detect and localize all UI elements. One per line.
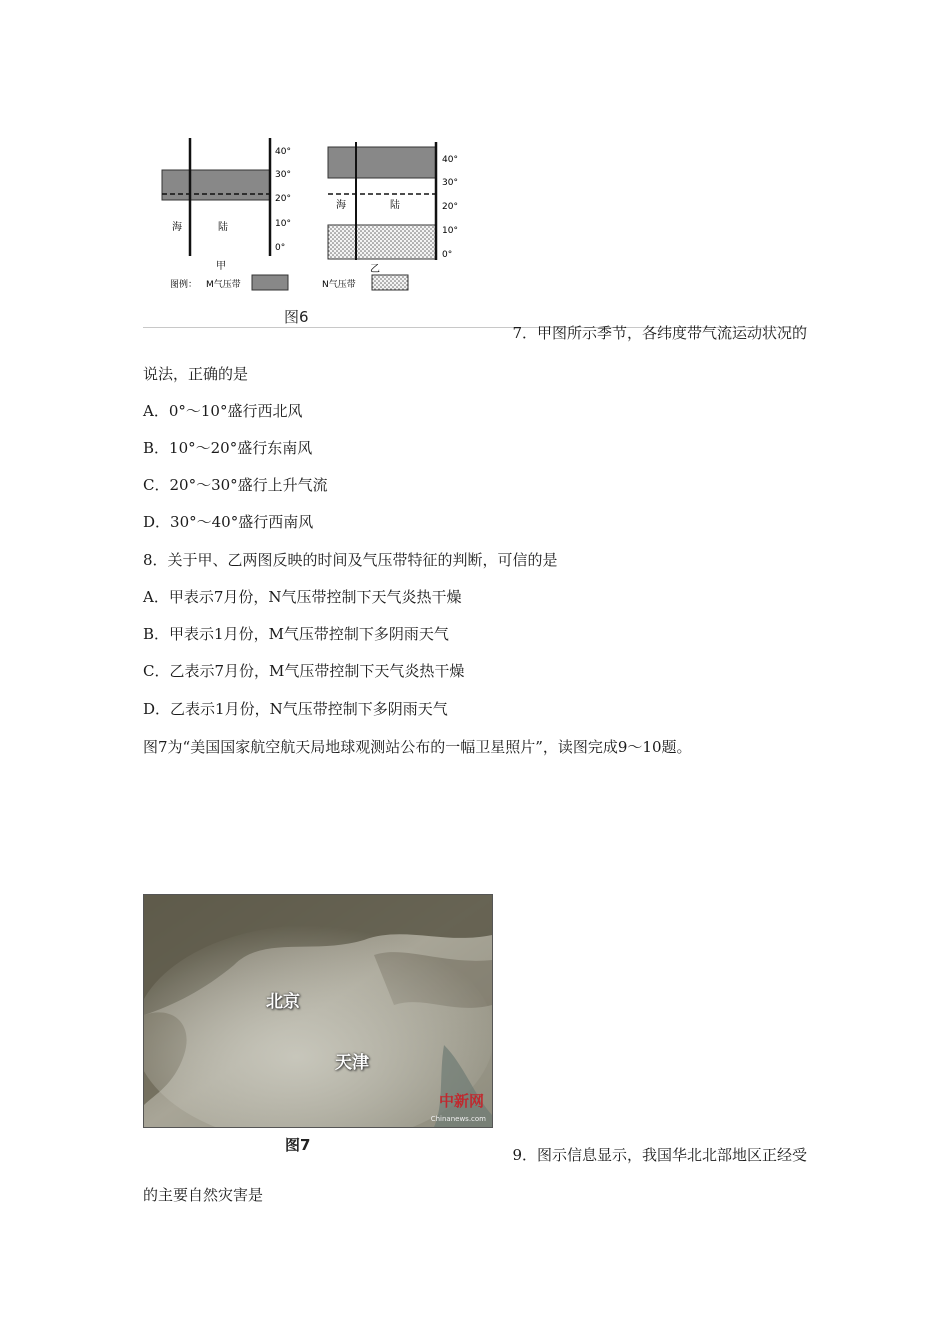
chinanews-logo: 中新网 — [438, 1092, 484, 1110]
question-7-option-b: B．10°～20°盛行东南风 — [143, 439, 313, 457]
lat-10-yi: 10° — [442, 226, 458, 236]
lat-30-jia: 30° — [275, 170, 291, 180]
chinanews-logo-sub: Chinanews.com — [430, 1115, 486, 1123]
legend-n-swatch — [372, 275, 408, 290]
question-8-option-c: C．乙表示7月份，M气压带控制下天气炎热干燥 — [143, 662, 465, 680]
legend-n-label: N气压带 — [322, 280, 356, 290]
diagram-yi — [328, 142, 458, 275]
figure-6-caption: 图6 — [284, 308, 309, 326]
sea-label-jia: 海 — [172, 222, 182, 233]
question-9-stem-line1: 9．图示信息显示，我国华北北部地区正经受 — [512, 1146, 807, 1164]
lat-10-jia: 10° — [275, 219, 291, 229]
question-8-option-b: B．甲表示1月份，M气压带控制下多阴雨天气 — [143, 625, 449, 643]
question-9-stem-line2: 的主要自然灾害是 — [143, 1186, 264, 1204]
legend-prefix: 图例： — [170, 280, 198, 290]
diagram-jia — [162, 138, 291, 272]
satellite-photo — [143, 894, 493, 1128]
m-pressure-belt-yi — [328, 147, 436, 178]
figure-7-intro: 图7为“美国国家航空航天局地球观测站公布的一幅卫星照片”，读图完成9～10题。 — [143, 738, 692, 756]
question-7-stem-line2: 说法，正确的是 — [143, 365, 249, 383]
m-pressure-belt-jia — [162, 170, 270, 200]
question-7-stem-line1: 7．甲图所示季节，各纬度带气流运动状况的 — [512, 324, 807, 342]
lat-40-jia: 40° — [275, 147, 291, 157]
lat-0-yi: 0° — [442, 250, 453, 260]
question-8-stem: 8．关于甲、乙两图反映的时间及气压带特征的判断，可信的是 — [143, 551, 558, 569]
question-8-option-d: D．乙表示1月份，N气压带控制下多阴雨天气 — [143, 700, 448, 718]
legend-m-swatch — [252, 275, 288, 290]
lat-0-jia: 0° — [275, 243, 286, 253]
figure-7-caption: 图7 — [285, 1136, 311, 1154]
figure-6-legend — [170, 275, 408, 290]
sea-label-yi: 海 — [336, 200, 346, 211]
question-8-option-a: A．甲表示7月份，N气压带控制下天气炎热干燥 — [143, 588, 462, 606]
legend-m-label: M气压带 — [206, 280, 241, 290]
land-label-jia: 陆 — [218, 222, 228, 233]
figure-6-diagram — [150, 132, 480, 332]
question-7-option-a: A．0°～10°盛行西北风 — [143, 402, 303, 420]
diagram-yi-label: 乙 — [370, 264, 380, 275]
question-7-option-d: D．30°～40°盛行西南风 — [143, 513, 314, 531]
n-pressure-belt-yi — [328, 225, 436, 259]
land-label-yi: 陆 — [390, 200, 400, 211]
lat-20-jia: 20° — [275, 194, 291, 204]
lat-20-yi: 20° — [442, 202, 458, 212]
diagram-jia-label: 甲 — [216, 261, 226, 272]
tianjin-label: 天津 — [335, 1053, 369, 1073]
beijing-label: 北京 — [266, 992, 300, 1012]
lat-30-yi: 30° — [442, 178, 458, 188]
lat-40-yi: 40° — [442, 155, 458, 165]
question-7-option-c: C．20°～30°盛行上升气流 — [143, 476, 328, 494]
